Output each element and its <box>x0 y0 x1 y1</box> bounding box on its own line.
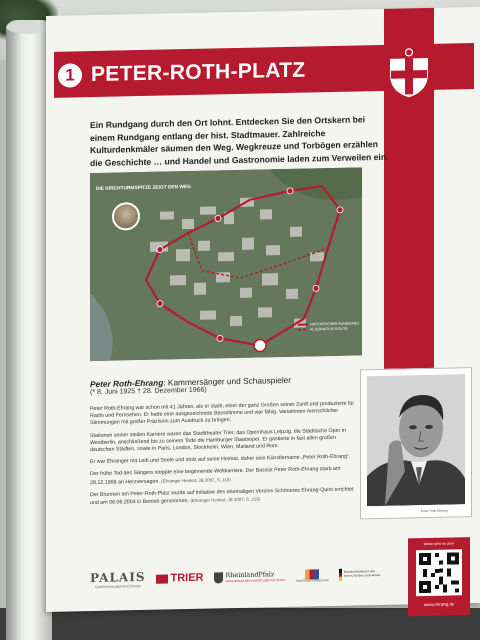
bio-source: (Ehranger Heimat, JB 2007, S. 216) <box>190 496 261 504</box>
photo-caption: Peter Roth-Ehrang <box>421 508 448 514</box>
qr-title: Weiter geht es unter <box>423 541 455 547</box>
palais-logo <box>90 570 146 589</box>
trier-logo-text: TRIER <box>170 571 204 585</box>
qr-url: www.ehrang.de <box>423 601 455 608</box>
bio-paragraph: Peter Roth-Ehrang war schon mit 41 Jahren, als er starb, einer der ganz Großen seiner Zunft und produzierte für Radio und Fernsehen. Er hatte eine ausgezeichnete Bassstimme und war fähig, Variationen menschlicher Stimmungen mit großer Präzision zum Ausdruck zu bringen. <box>90 400 355 427</box>
legend-historic: HISTORISCHER RUNDGANG <box>310 321 360 327</box>
bio-source: (Ehranger Heimat, JB 2007, S. 110) <box>161 476 231 484</box>
intro-text: Ein Rundgang durch den Ort lohnt. Entdecken Sie den Ortskern bei einem Rundgang entlang der hist. Stadtmauer. Zahlreiche Kulturdenkmäler säumen den Weg. Wegkreuze und Torbögen erzählen die Geschichte … und Handel und Gastronomie laden zum Verweilen ein. <box>90 114 389 168</box>
rlp-shield-icon <box>214 572 223 583</box>
portrait-frame <box>360 367 472 519</box>
staedtebau-logo-text: STÄDTEBAU-FÖRDERUNG <box>295 578 329 583</box>
qr-code-icon <box>416 549 462 596</box>
rlp-logo-subtext: MINISTERIUM DES INNERN UND FÜR SPORT <box>225 577 286 584</box>
portrait-image <box>367 374 465 506</box>
bio-text <box>90 400 360 512</box>
sign-title-text: PETER-ROTH-PLATZ <box>91 58 306 87</box>
bio-name: Peter Roth-Ehrang <box>90 377 164 390</box>
legend-line-alternative <box>298 329 308 331</box>
station-number-badge: 1 <box>58 63 82 88</box>
bio-dates: (* 8. Juni 1925 † 28. Dezember 1966) <box>90 386 207 397</box>
staedtebau-symbol-icon <box>305 569 319 579</box>
sign-title <box>58 56 305 91</box>
coat-of-arms-icon <box>386 44 432 101</box>
portrait-photo <box>367 374 465 506</box>
bundesministerium-logo <box>339 568 382 581</box>
walking-route-map <box>90 167 362 361</box>
bio-paragraph <box>90 466 360 487</box>
map-caption: DIE KIRCHTURMSPITZE ZEIGT DEN WEG <box>96 184 191 192</box>
map-legend <box>298 321 359 332</box>
trier-mark-icon <box>156 574 168 583</box>
legend-line-historic <box>298 324 308 326</box>
bio-paragraph: Stationen seiner steilen Karriere waren das Stadttheater Trier, das Opernhaus Leipzig, die Städtische Oper in Westberlin, anschließend bis zu seinem Tode die Hamburger Staatsoper. Er gastierte in fast allen großen deutschen Städten, sowie in Paris, London, Stockholm, Wien, Mailand und Rom. <box>90 427 346 454</box>
rheinland-pfalz-logo <box>214 570 286 584</box>
federal-flag-icon <box>339 569 342 581</box>
bio-paragraph <box>90 486 360 507</box>
bio-heading <box>90 373 360 389</box>
bio-role: : Kammersänger und Schauspieler <box>163 374 292 388</box>
sponsor-logos <box>90 557 390 597</box>
palais-logo-subtext: Quartiersmanagement Ehrang <box>94 584 141 589</box>
information-sign <box>46 7 480 612</box>
staedtebaufoerderung-logo <box>296 569 329 583</box>
bio-paragraph-5: Der Brunnen am Peter-Roth-Platz wurde auf Initiative des ehemaligen Vereins Schöneres Ehrang-Quint errichtet und am 06.06.2004 in Betrieb genommen. <box>90 486 354 507</box>
bio-paragraph-4: Der frühe Tod des Sängers stoppte eine beginnende Weltkarriere. Der Bassist Peter Roth-Ehrang starb am 28.12.1966 an Herzversagen. <box>90 466 341 486</box>
palais-logo-text: PALAIS <box>90 569 146 586</box>
bio-paragraph: Er war Ehranger mit Leib und Seele und stolz auf seine Heimat, daher sein Künstlername „Peter Roth-Ehrang“. <box>90 453 351 466</box>
legend-alternative: ALTERNATIVE ROUTE <box>310 326 348 332</box>
qr-code-box <box>408 537 470 616</box>
bundesministerium-logo-text: Bundesministerium des Innern, für Bau und Heimat <box>343 569 380 578</box>
trier-logo <box>156 572 204 585</box>
rlp-logo-text: RheinlandPfalz <box>225 570 275 580</box>
